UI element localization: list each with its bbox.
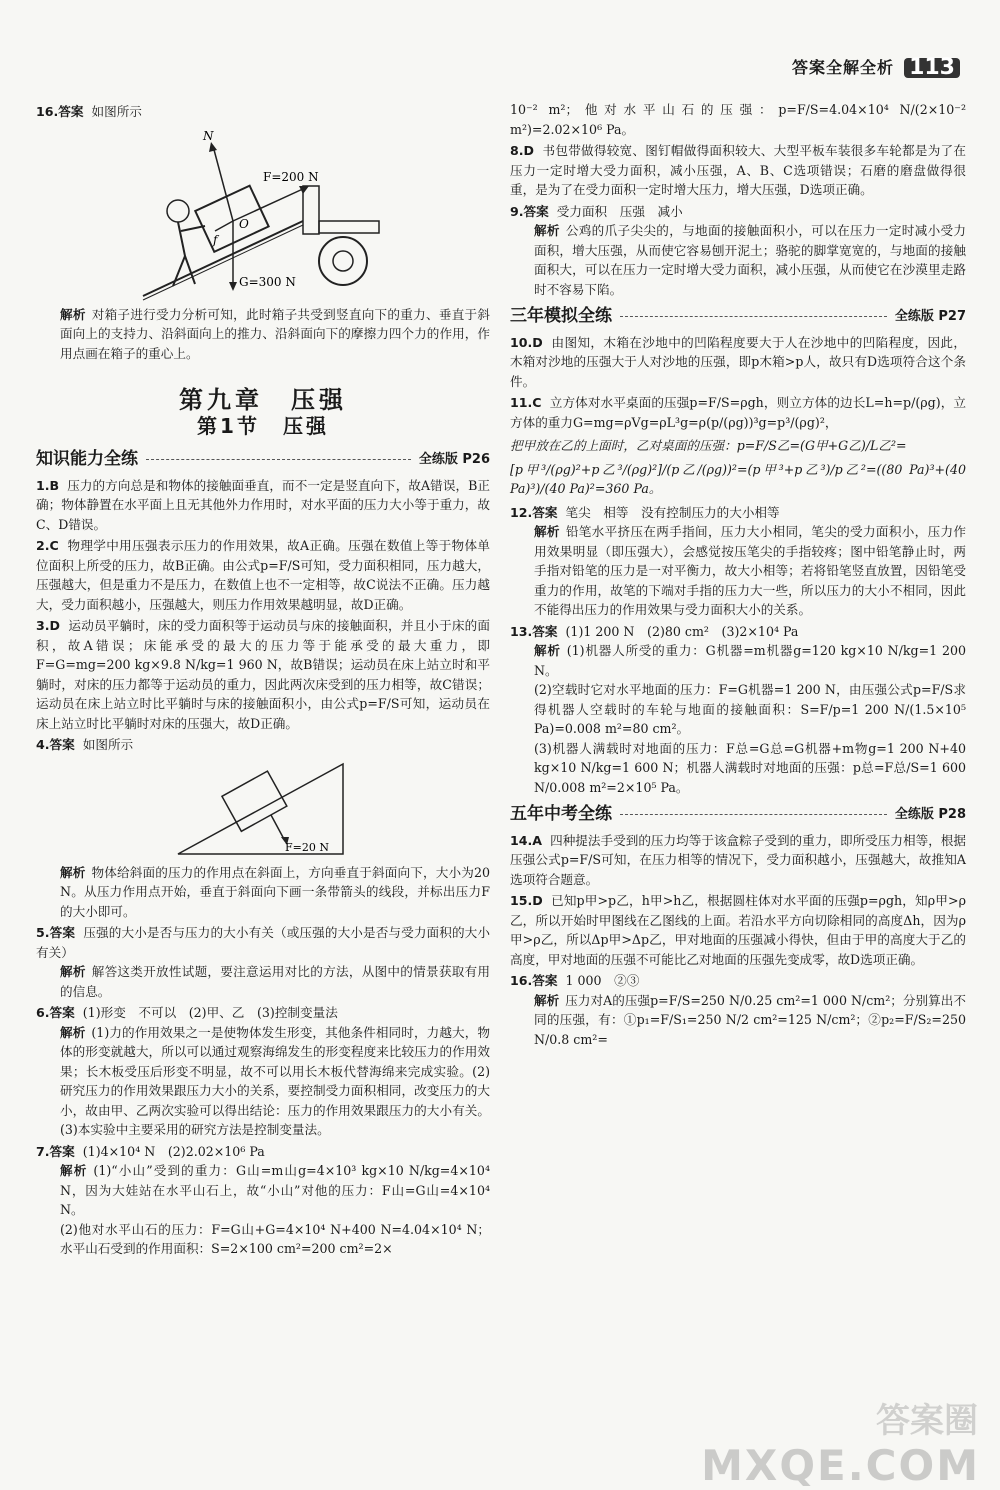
answer-15 <box>510 891 966 969</box>
answer-12 <box>510 503 966 620</box>
answer-3 <box>36 616 490 733</box>
analysis-tag: 解析 <box>534 223 560 238</box>
analysis-tag: 解析 <box>534 524 560 539</box>
question-number: 5.答案 <box>36 925 76 940</box>
question-number: 4.答案 <box>36 737 75 752</box>
answer-text: (1)4×10⁴ N (2)2.02×10⁶ Pa <box>82 1143 265 1159</box>
ramp-force-diagram <box>133 126 393 301</box>
answer-text: 1 000 ②③ <box>565 973 640 988</box>
equation-line: 把甲放在乙的上面时，乙对桌面的压强：p=F/S乙=(G甲+G乙)/L乙²= <box>510 438 907 453</box>
answer-text: 书包带做得较宽、图钉帽做得面积较大、大型平板车装很多车轮都是为了在压力一定时增大受力面积，减小压强，A、B、C选项错误；石磨的磨盘做得很重，是为了在受力面积一定时增大压力，增大压强，D选项正确。 <box>510 143 966 197</box>
answer-text: 立方体对水平桌面的压强p=F/S=ρgh，则立方体的边长L=h=p/(ρg)，立方体的重力G=mg=ρVg=ρL³g=ρ(p/(ρg))³g=p³/(ρg)²， <box>510 395 966 430</box>
page-header <box>792 55 960 80</box>
bar-ref: 全练版 P26 <box>418 452 490 467</box>
watermark-url: MXQE.COM <box>701 1440 980 1490</box>
analysis-tag: 解析 <box>534 643 561 658</box>
chapter-title: 第九章 压强 <box>179 386 347 414</box>
answer-text: 如图所示 <box>91 104 142 119</box>
fig-label-friction: f <box>213 232 218 247</box>
answer-6 <box>36 1003 490 1140</box>
bar-title: 三年模拟全练 <box>510 306 612 326</box>
bar-title: 五年中考全练 <box>510 804 612 824</box>
analysis-text: 压力对A的压强p=F/S=250 N/0.25 cm²=1 000 N/cm²；分别算出不同的压强，有：①p₁=F/S₁=250 N/2 cm²=125 N/cm²；②p₂=F/S₂=250 N/0.8 cm²= <box>534 992 966 1047</box>
question-number: 12.答案 <box>510 504 558 520</box>
answer-7 <box>36 1142 490 1259</box>
analysis-tag: 解析 <box>60 1024 86 1040</box>
question-number: 8.D <box>510 143 535 158</box>
answer-text: 由图知，木箱在沙地中的凹陷程度要大于人在沙地中的凹陷程度，因此，木箱对沙地的压强大于人对沙地的压强，即p木箱>p人，故只有D选项符合这个条件。 <box>510 334 966 389</box>
answer-11 <box>510 393 966 499</box>
equation-line: [p甲³/(ρg)²+p乙³/(ρg)²]/(p乙/(ρg))²=(p甲³+p乙³)/p乙²=((80 Pa)³+(40 Pa)³)/(40 Pa)²=360 Pa。 <box>510 461 966 496</box>
section-title: 第1节 压强 <box>197 413 329 438</box>
question-number: 3.D <box>36 618 61 633</box>
answer-16b <box>510 971 966 1049</box>
answer-4 <box>36 735 490 921</box>
analysis-text: 物体给斜面的压力的作用点在斜面上，方向垂直于斜面向下，大小为20 N。从压力作用点开始，垂直于斜面向下画一条带箭头的线段，并标出压力F的大小即可。 <box>60 864 490 919</box>
bar-rule <box>620 316 887 317</box>
section-bar-three-years <box>510 307 966 327</box>
answer-text: 压强的大小是否与压力的大小有关（或压强的大小是否与受力面积的大小有关） <box>36 925 490 960</box>
question-number: 16.答案 <box>510 973 558 988</box>
watermark-logo: 答案圈 <box>876 1400 978 1441</box>
analysis-tag: 解析 <box>60 964 86 979</box>
answer-text: 四种提法手受到的压力均等于该盒粽子受到的重力，即所受压力相等，根据压强公式p=F/S可知，在压力相等的情况下，受力面积越小，压强越大，故推知A选项符合题意。 <box>510 832 966 887</box>
analysis-text-2: (2)他对水平山石的压力：F=G山+G=4×10⁴ N+400 N=4.04×10⁴ N；水平山石受到的作用面积：S=2×100 cm²=200 cm²=2× <box>60 1221 490 1256</box>
bar-ref: 全练版 P28 <box>894 807 966 822</box>
bar-rule <box>620 814 887 815</box>
bar-rule <box>146 459 411 460</box>
question-number: 11.C <box>510 395 542 410</box>
answer-text: 运动员平躺时，床的受力面积等于运动员与床的接触面积，并且小于床的面积，故A错误；床能承受的最大的压力等于能承受的最大重力，即F=G=mg=200 kg×9.8 N/kg=1 960 N，故B错误；运动员在床上站立时和平躺时，对床的压力都等于运动员的重力，因此两次床受到的压力相等，故C错误；运动员在床上站立时比平躺时与床的接触面积小，由公式p=F/S可知，运动员在床上站立时比平躺时对床的压强大，故D正确。 <box>36 618 490 731</box>
analysis-text: (1)机器人所受的重力：G机器=m机器g=120 kg×10 N/kg=1 200 N。 <box>534 643 966 678</box>
answer-text: (1)形变 不可以 (2)甲、乙 (3)控制变量法 <box>82 1005 338 1020</box>
incline-pressure-diagram <box>173 759 353 859</box>
answer-8 <box>510 141 966 200</box>
answer-text: 受力面积 压强 减小 <box>556 203 683 219</box>
section-bar-five-years <box>510 805 966 825</box>
question-number: 10.D <box>510 334 543 350</box>
section-bar-knowledge <box>36 450 490 470</box>
question-number: 13.答案 <box>510 623 558 639</box>
answer-text: (1)1 200 N (2)80 cm² (3)2×10⁴ Pa <box>565 623 799 639</box>
answer-9 <box>510 202 966 300</box>
right-column <box>510 100 966 1049</box>
question-number: 1.B <box>36 477 60 493</box>
answer-text: 笔尖 相等 没有控制压力的大小相等 <box>565 504 780 520</box>
analysis-text: 公鸡的爪子尖尖的，与地面的接触面积小，可以在压力一定时减小受力面积，增大压强，从而使它容易刨开泥土；骆驼的脚掌宽宽的，与地面的接触面积大，可以在压力一定时增大受力面积，减小压强，从而使它在沙漠里走路时不容易下陷。 <box>534 223 967 297</box>
question-number: 16.答案 <box>36 104 84 119</box>
answer-16 <box>36 102 490 363</box>
answer-7-continued: 10⁻² m²；他对水平山石的压强：p=F/S=4.04×10⁴ N/(2×10⁻² m²)=2.02×10⁶ Pa。 <box>510 102 966 137</box>
page-number: 113 <box>904 58 960 78</box>
analysis-text: (1)力的作用效果之一是使物体发生形变，其他条件相同时，力越大，物体的形变就越大，所以可以通过观察海绵发生的形变程度来比较压力的作用效果；长木板受压后形变不明显，故不可以用长木板代替海绵来完成实验。(2)研究压力的作用效果跟压力大小的关系，要控制受力面积相同，改变压力的大小，故由甲、乙两次实验可以得出结论：压力的作用效果跟压力的大小有关。(3)本实验中主要采用的研究方法是控制变量法。 <box>60 1024 491 1137</box>
question-number: 7.答案 <box>36 1143 75 1159</box>
fig-label-n: N <box>203 128 214 143</box>
analysis-text-2: (2)空载时它对水平地面的压力：F=G机器=1 200 N，由压强公式p=F/S求得机器人空载时的车轮与地面的接触面积：S=F/p=1 200 N/(1.5×10⁵ Pa)=0.008 m²=80 cm²。 <box>534 682 966 736</box>
answer-text: 如图所示 <box>82 737 134 752</box>
analysis-text: 对箱子进行受力分析可知，此时箱子共受到竖直向下的重力、垂直于斜面向上的支持力、沿斜面向上的推力、沿斜面向下的摩擦力四个力的作用，作用点画在箱子的重心上。 <box>60 306 491 361</box>
fig-label-force: F=20 N <box>285 840 329 854</box>
answer-1 <box>36 476 490 535</box>
analysis-text: 解答这类开放性试题，要注意运用对比的方法，从图中的情景获取有用的信息。 <box>60 964 491 999</box>
analysis-tag: 解析 <box>60 864 86 880</box>
left-column <box>36 100 490 1259</box>
analysis-text: 铅笔水平挤压在两手指间，压力大小相同，笔尖的受力面积小，压力作用效果明显（即压强大），会感觉按压笔尖的手指较疼；图中铅笔静止时，两手指对铅笔的压力是一对平衡力，故大小相等；若将铅笔竖直放置，因铅笔受重力的作用，故笔的下端对手指的压力大一些，所以压力的大小不相同，因此不能得出压力的作用效果与受力面积大小的关系。 <box>534 524 967 617</box>
analysis-text-3: (3)机器人满载时对地面的压力：F总=G总=G机器+m物g=1 200 N+40 kg×10 N/kg=1 600 N；机器人满载时对地面的压强：p总=F总/S=1 600 N/0.008 m²=2×10⁵ Pa。 <box>534 740 966 795</box>
answer-5 <box>36 923 490 1001</box>
header-title: 答案全解全析 <box>792 58 895 77</box>
answer-14 <box>510 831 966 890</box>
analysis-tag: 解析 <box>60 306 86 322</box>
answer-text: 已知p甲>p乙，h甲>h乙，根据圆柱体对水平面的压强p=ρgh，知ρ甲>ρ乙，所以开始时甲图线在乙图线的上面。若沿水平方向切除相同的高度Δh，因为ρ甲>ρ乙，所以Δp甲>Δp乙，甲对地面的压强减小得快，但由于甲的高度大于乙的高度，甲对地面的压强不可能比乙对地面的压强先变成零，故D选项正确。 <box>510 893 967 967</box>
answer-2 <box>36 536 490 614</box>
bar-title: 知识能力全练 <box>36 449 138 469</box>
bar-ref: 全练版 P27 <box>894 309 966 324</box>
question-number: 15.D <box>510 893 543 908</box>
answer-text: 压力的方向总是和物体的接触面垂直，而不一定是竖直向下，故A错误，B正确；物体静置在水平面上且无其他外力作用时，对水平面的压力大小等于重力，故C、D错误。 <box>36 477 490 532</box>
answer-10 <box>510 333 966 392</box>
fig-label-g: G=300 N <box>239 274 296 289</box>
question-number: 14.A <box>510 832 543 848</box>
fig-label-o: O <box>239 216 249 231</box>
analysis-text: (1)“小山”受到的重力：G山=m山g=4×10³ kg×10 N/kg=4×10⁴ N，因为大娃站在水平山石上，故“小山”对他的压力：F山=G山=4×10⁴ N。 <box>60 1163 490 1217</box>
analysis-tag: 解析 <box>534 992 560 1008</box>
answer-13 <box>510 622 966 798</box>
answer-text: 物理学中用压强表示压力的作用效果，故A正确。压强在数值上等于物体单位面积上所受的压力，故B正确。由公式p=F/S可知，受力面积相同，压力越大，压强越大，但是重力不是压力，在数值上也不一定相等，故C说法不正确。压力越大，受力面积越小，压强越大，则压力作用效果越明显，故D正确。 <box>36 538 490 612</box>
question-number: 2.C <box>36 538 59 553</box>
analysis-tag: 解析 <box>60 1163 88 1178</box>
fig-label-f: F=200 N <box>263 169 319 184</box>
question-number: 6.答案 <box>36 1005 75 1020</box>
question-number: 9.答案 <box>510 203 549 219</box>
